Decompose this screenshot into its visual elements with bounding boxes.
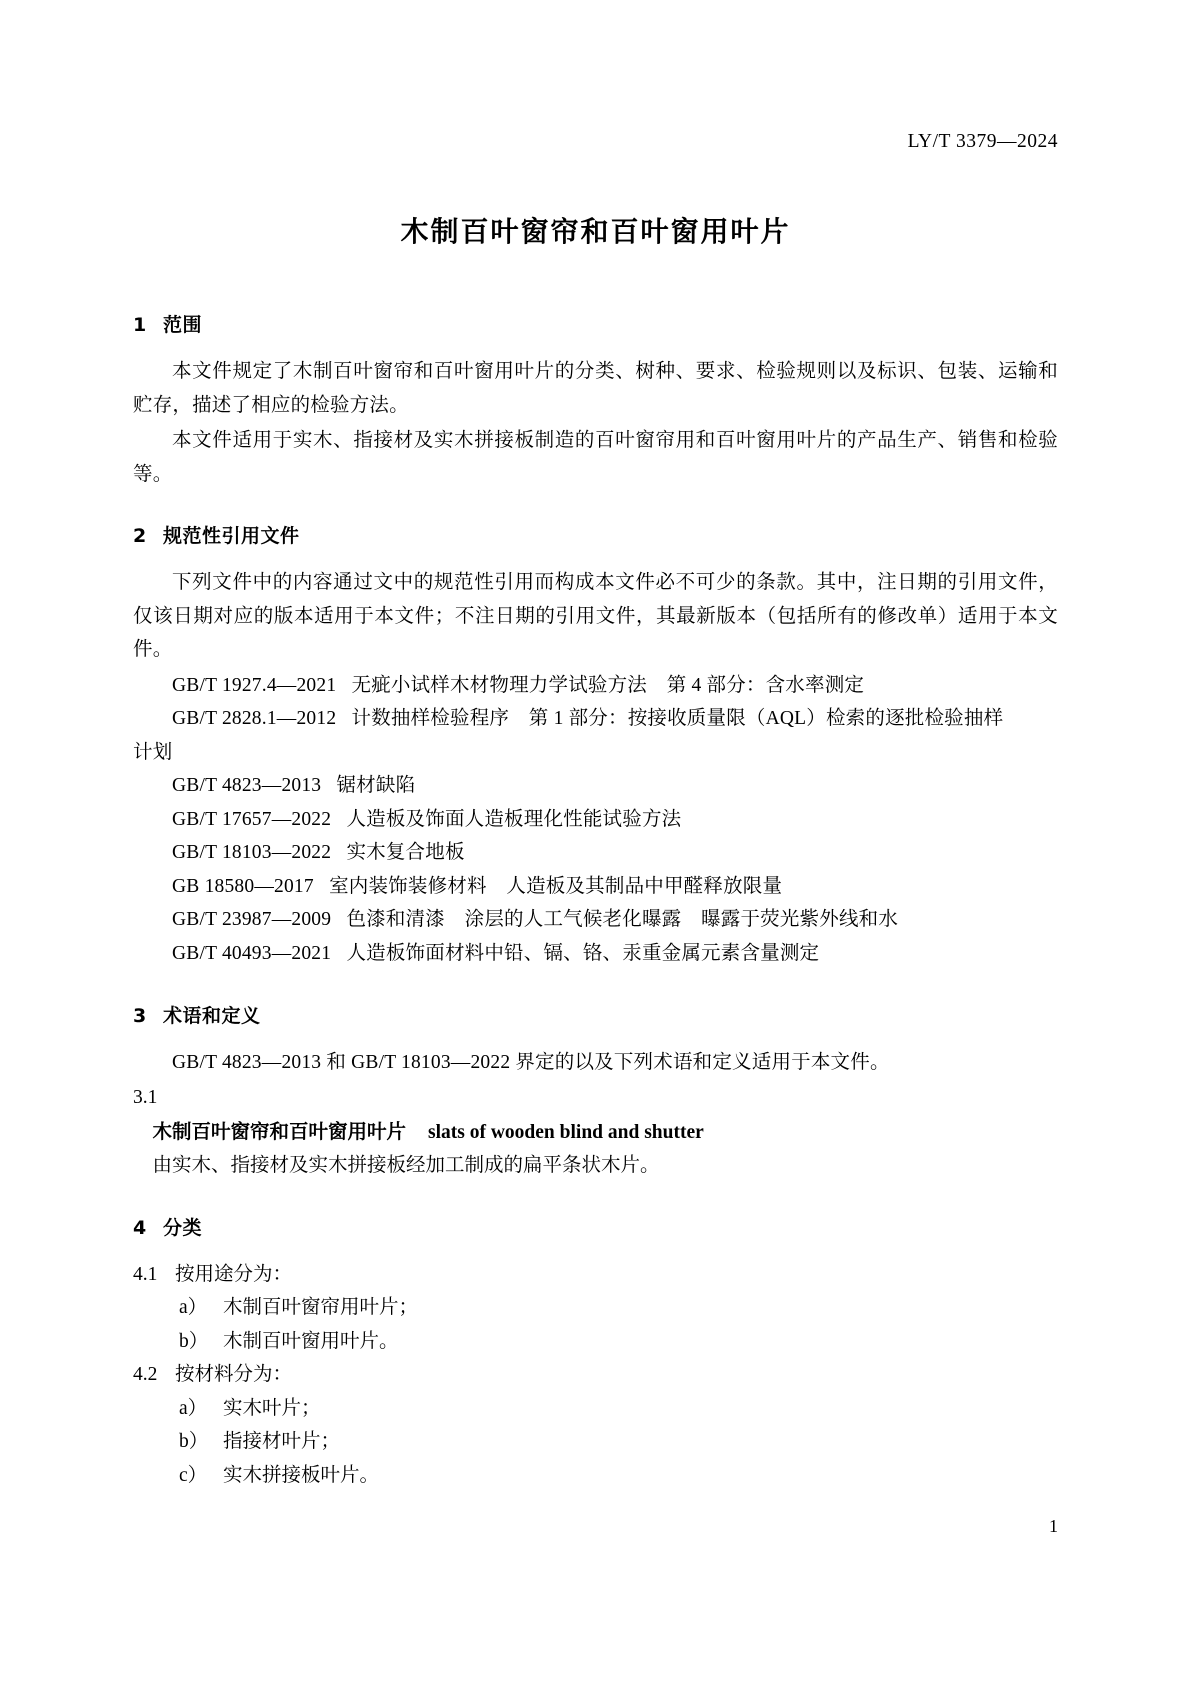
- term-name-zh: 木制百叶窗帘和百叶窗用叶片: [152, 1119, 407, 1143]
- section-number-1: 1: [133, 314, 147, 336]
- subclause-number: 4.1: [133, 1263, 158, 1285]
- list-item: [133, 1425, 1058, 1459]
- list-item-text: 木制百叶窗用叶片。: [223, 1330, 399, 1352]
- list-item: [133, 1291, 1058, 1325]
- list-item: [133, 1325, 1058, 1359]
- list-item-text: 指接材叶片；: [223, 1431, 341, 1453]
- list-item-label: a）: [179, 1397, 208, 1419]
- list-item-label: c）: [179, 1464, 208, 1486]
- term-name-en: slats of wooden blind and shutter: [428, 1121, 704, 1143]
- subclause-text: 按材料分为：: [175, 1364, 293, 1386]
- section-number-2: 2: [133, 525, 147, 548]
- reference-title: 锯材缺陷: [336, 775, 416, 797]
- section-3-paragraph-1: GB/T 4823—2013 和 GB/T 18103—2022 界定的以及下列术语和定义适用于本文件。: [172, 1051, 890, 1073]
- list-item-label: b）: [179, 1431, 209, 1453]
- reference-code: GB/T 18103—2022: [172, 842, 332, 864]
- reference-title: 无疵小试样木材物理力学试验方法 第 4 部分：含水率测定: [351, 674, 865, 696]
- reference-title: 色漆和清漆 涂层的人工气候老化曝露 曝露于荧光紫外线和水: [346, 909, 899, 931]
- list-item-label: b）: [179, 1330, 209, 1352]
- section-title-4: 分类: [163, 1216, 203, 1239]
- section-title-3: 术语和定义: [163, 1004, 261, 1027]
- subclause-text: 按用途分为：: [175, 1263, 293, 1285]
- subclause-4-1-lead: [133, 1258, 1058, 1292]
- section-heading-3: [133, 1001, 1058, 1028]
- section-number-4: 4: [133, 1216, 147, 1239]
- reference-code: GB/T 17657—2022: [172, 808, 332, 830]
- reference-title: 人造板及饰面人造板理化性能试验方法: [346, 808, 682, 830]
- list-item: [133, 1392, 1058, 1426]
- reference-title-wrap: 计划: [133, 741, 173, 763]
- document-content: [133, 210, 1058, 1492]
- reference-code: GB/T 2828.1—2012: [172, 708, 337, 730]
- section-2-paragraph-1: 下列文件中的内容通过文中的规范性引用而构成本文件必不可少的条款。其中，注日期的引用文件，仅该日期对应的版本适用于本文件；不注日期的引用文件，其最新版本（包括所有的修改单）适用于本文件。: [133, 572, 1058, 661]
- normative-reference: [133, 836, 1058, 870]
- normative-reference: [133, 769, 1058, 803]
- reference-title: 室内装饰装修材料 人造板及其制品中甲醛释放限量: [329, 875, 783, 897]
- section-1-paragraph-1: 本文件规定了木制百叶窗帘和百叶窗用叶片的分类、树种、要求、检验规则以及标识、包装、运输和贮存，描述了相应的检验方法。: [133, 361, 1058, 416]
- reference-title: 计数抽样检验程序 第 1 部分：按接收质量限（AQL）检索的逐批检验抽样: [351, 708, 1004, 730]
- reference-code: GB/T 40493—2021: [172, 942, 332, 964]
- section-heading-2: [133, 521, 1058, 548]
- page-number: 1: [1049, 1516, 1058, 1536]
- subclause-4-2-lead: [133, 1358, 1058, 1392]
- term-name: [133, 1115, 1058, 1150]
- reference-title: 实木复合地板: [346, 842, 465, 864]
- normative-reference: [133, 937, 1058, 971]
- normative-reference: [133, 903, 1058, 937]
- section-heading-4: [133, 1213, 1058, 1240]
- section-title-1: 范围: [163, 314, 203, 336]
- term-definition: 由实木、指接材及实木拼接板经加工制成的扁平条状木片。: [152, 1155, 660, 1177]
- normative-reference: [133, 870, 1058, 904]
- reference-code: GB/T 23987—2009: [172, 909, 332, 931]
- reference-code: GB 18580—2017: [172, 875, 314, 897]
- subclause-number: 4.2: [133, 1364, 158, 1386]
- list-item-text: 实木叶片；: [223, 1397, 321, 1419]
- page-title: 木制百叶窗帘和百叶窗用叶片: [400, 215, 791, 248]
- normative-reference: [133, 702, 1058, 736]
- page-header-standard-code: LY/T 3379—2024: [907, 131, 1058, 152]
- section-1-paragraph-2: 本文件适用于实木、指接材及实木拼接板制造的百叶窗帘用和百叶窗用叶片的产品生产、销售和检验等。: [133, 430, 1058, 485]
- normative-reference: [133, 669, 1058, 703]
- section-title-2: 规范性引用文件: [163, 525, 300, 548]
- section-number-3: 3: [133, 1004, 147, 1027]
- normative-reference: [133, 803, 1058, 837]
- list-item-label: a）: [179, 1297, 208, 1319]
- section-heading-1: [133, 310, 1058, 337]
- reference-code: GB/T 1927.4—2021: [172, 674, 337, 696]
- list-item-text: 实木拼接板叶片。: [223, 1464, 380, 1486]
- reference-code: GB/T 4823—2013: [172, 775, 322, 797]
- term-number: 3.1: [133, 1087, 158, 1109]
- list-item-text: 木制百叶窗帘用叶片；: [223, 1297, 419, 1319]
- list-item: [133, 1459, 1058, 1493]
- reference-title: 人造板饰面材料中铅、镉、铬、汞重金属元素含量测定: [346, 942, 820, 964]
